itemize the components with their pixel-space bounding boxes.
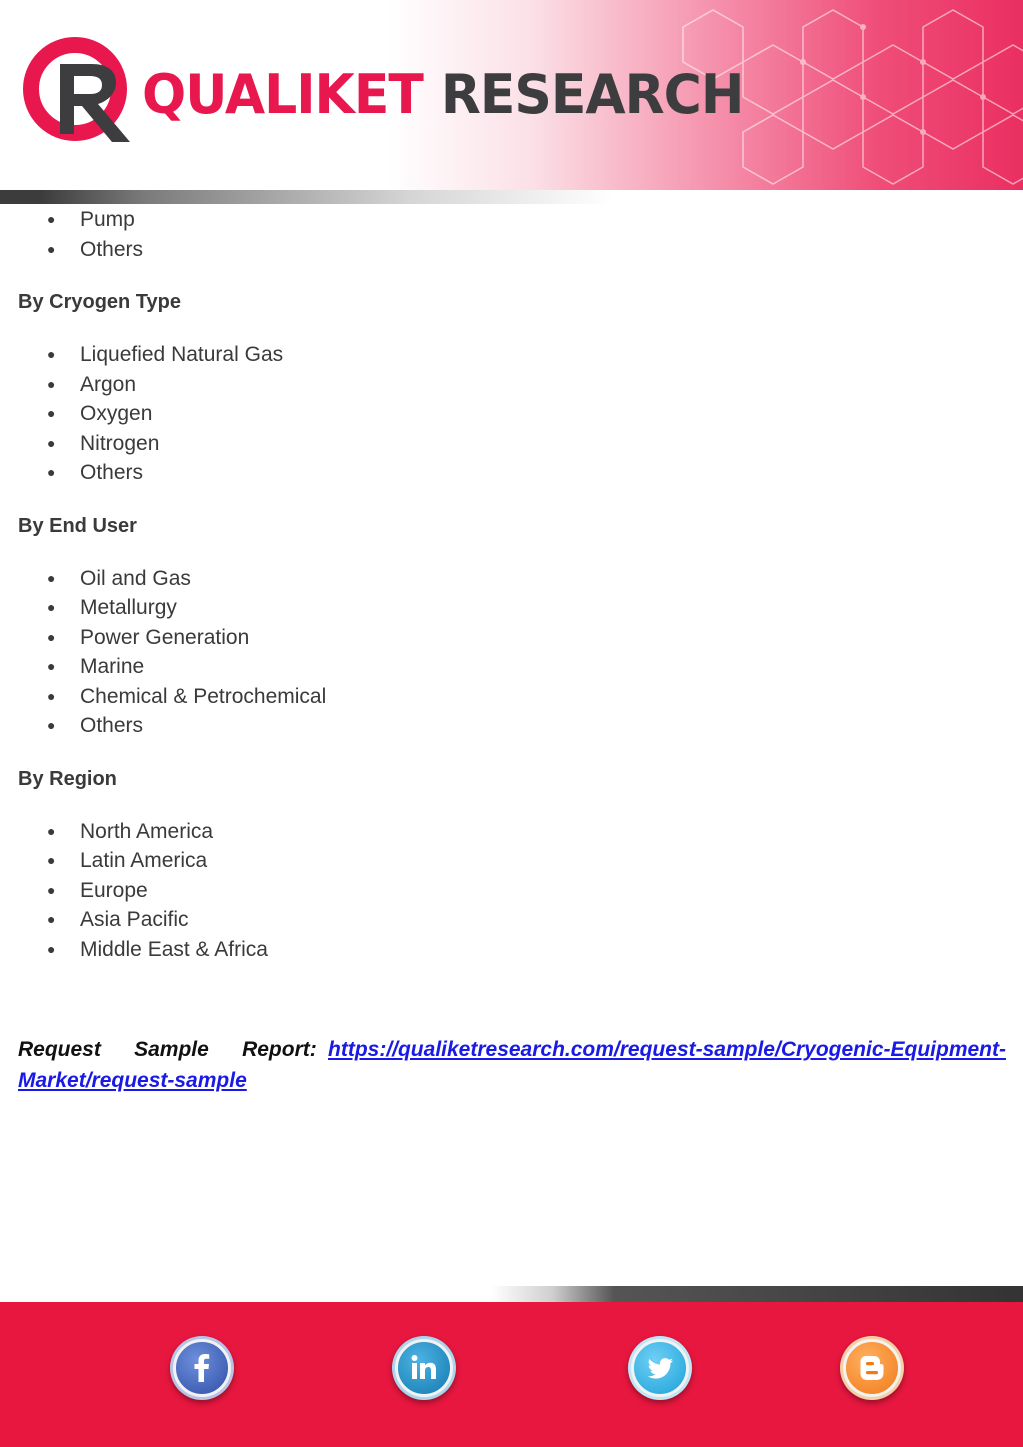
bullet-icon: ● bbox=[47, 346, 56, 362]
cryogen-type-list bbox=[18, 340, 1006, 488]
bullet-icon: ● bbox=[47, 434, 56, 451]
list-item: ● Marine bbox=[18, 652, 1006, 682]
brand-name-part2: RESEARCH bbox=[440, 63, 744, 127]
bullet-icon: ● bbox=[47, 405, 56, 421]
region-list bbox=[18, 817, 1006, 965]
bullet-icon: ● bbox=[47, 211, 56, 227]
bullet-icon: ● bbox=[47, 852, 56, 868]
list-item: ● Argon bbox=[18, 370, 1006, 400]
list-item: ● Others bbox=[18, 458, 1006, 488]
bullet-icon: ● bbox=[47, 717, 56, 733]
request-sample-link[interactable]: https://qualiketresearch.com/request-sample/Cryogenic-Equipment-Market/request-sample bbox=[18, 1038, 1006, 1092]
request-sample-paragraph bbox=[18, 1034, 1006, 1096]
bullet-icon: ● bbox=[47, 628, 56, 645]
bullet-icon: ● bbox=[47, 464, 56, 480]
twitter-icon[interactable] bbox=[628, 1336, 692, 1400]
list-item: ● Others bbox=[18, 235, 1006, 265]
list-item: ● Oxygen bbox=[18, 399, 1006, 429]
bullet-icon: ● bbox=[47, 658, 56, 674]
section-title-end-user: By End User bbox=[18, 514, 137, 537]
section-title-region: By Region bbox=[18, 767, 117, 790]
facebook-icon[interactable] bbox=[170, 1336, 234, 1400]
bullet-icon: ● bbox=[47, 911, 56, 927]
bullet-icon: ● bbox=[47, 881, 56, 898]
list-item: ● Chemical & Petrochemical bbox=[18, 682, 1006, 712]
bullet-icon: ● bbox=[47, 375, 56, 392]
list-item: ● Power Generation bbox=[18, 623, 1006, 653]
bullet-icon: ● bbox=[47, 687, 56, 704]
list-item: ● Middle East & Africa bbox=[18, 935, 1006, 965]
list-item: ● Nitrogen bbox=[18, 429, 1006, 459]
page-header bbox=[0, 0, 1023, 190]
list-item: ● Oil and Gas bbox=[18, 564, 1006, 594]
end-user-list bbox=[18, 564, 1006, 741]
section-title-cryogen-type: By Cryogen Type bbox=[18, 291, 181, 313]
list-item: ● Others bbox=[18, 711, 1006, 741]
linkedin-icon[interactable] bbox=[392, 1336, 456, 1400]
list-item: ● Metallurgy bbox=[18, 593, 1006, 623]
bullet-icon: ● bbox=[47, 822, 56, 839]
blogger-glyph bbox=[852, 1348, 892, 1388]
request-sample-label: Request Sample Report: bbox=[18, 1038, 317, 1061]
top-item-list bbox=[18, 205, 1006, 264]
list-item: ● Pump bbox=[18, 205, 1006, 235]
bullet-icon: ● bbox=[47, 599, 56, 615]
blogger-icon[interactable] bbox=[840, 1336, 904, 1400]
facebook-glyph bbox=[182, 1348, 222, 1388]
list-item: ● Latin America bbox=[18, 846, 1006, 876]
header-divider bbox=[0, 190, 1023, 204]
bullet-icon: ● bbox=[47, 569, 56, 586]
brand-name bbox=[142, 60, 743, 130]
list-item: ● Europe bbox=[18, 876, 1006, 906]
footer-divider bbox=[0, 1286, 1023, 1302]
bullet-icon: ● bbox=[47, 940, 56, 957]
list-item: ● North America bbox=[18, 817, 1006, 847]
list-item: ● Asia Pacific bbox=[18, 905, 1006, 935]
document-body bbox=[18, 205, 1006, 964]
brand-name-part1: QUALIKET bbox=[142, 63, 423, 127]
bullet-icon: ● bbox=[47, 240, 56, 257]
list-item: ● Liquefied Natural Gas bbox=[18, 340, 1006, 370]
linkedin-glyph bbox=[404, 1348, 444, 1388]
qr-logo-icon bbox=[20, 34, 135, 149]
twitter-glyph bbox=[640, 1348, 680, 1388]
